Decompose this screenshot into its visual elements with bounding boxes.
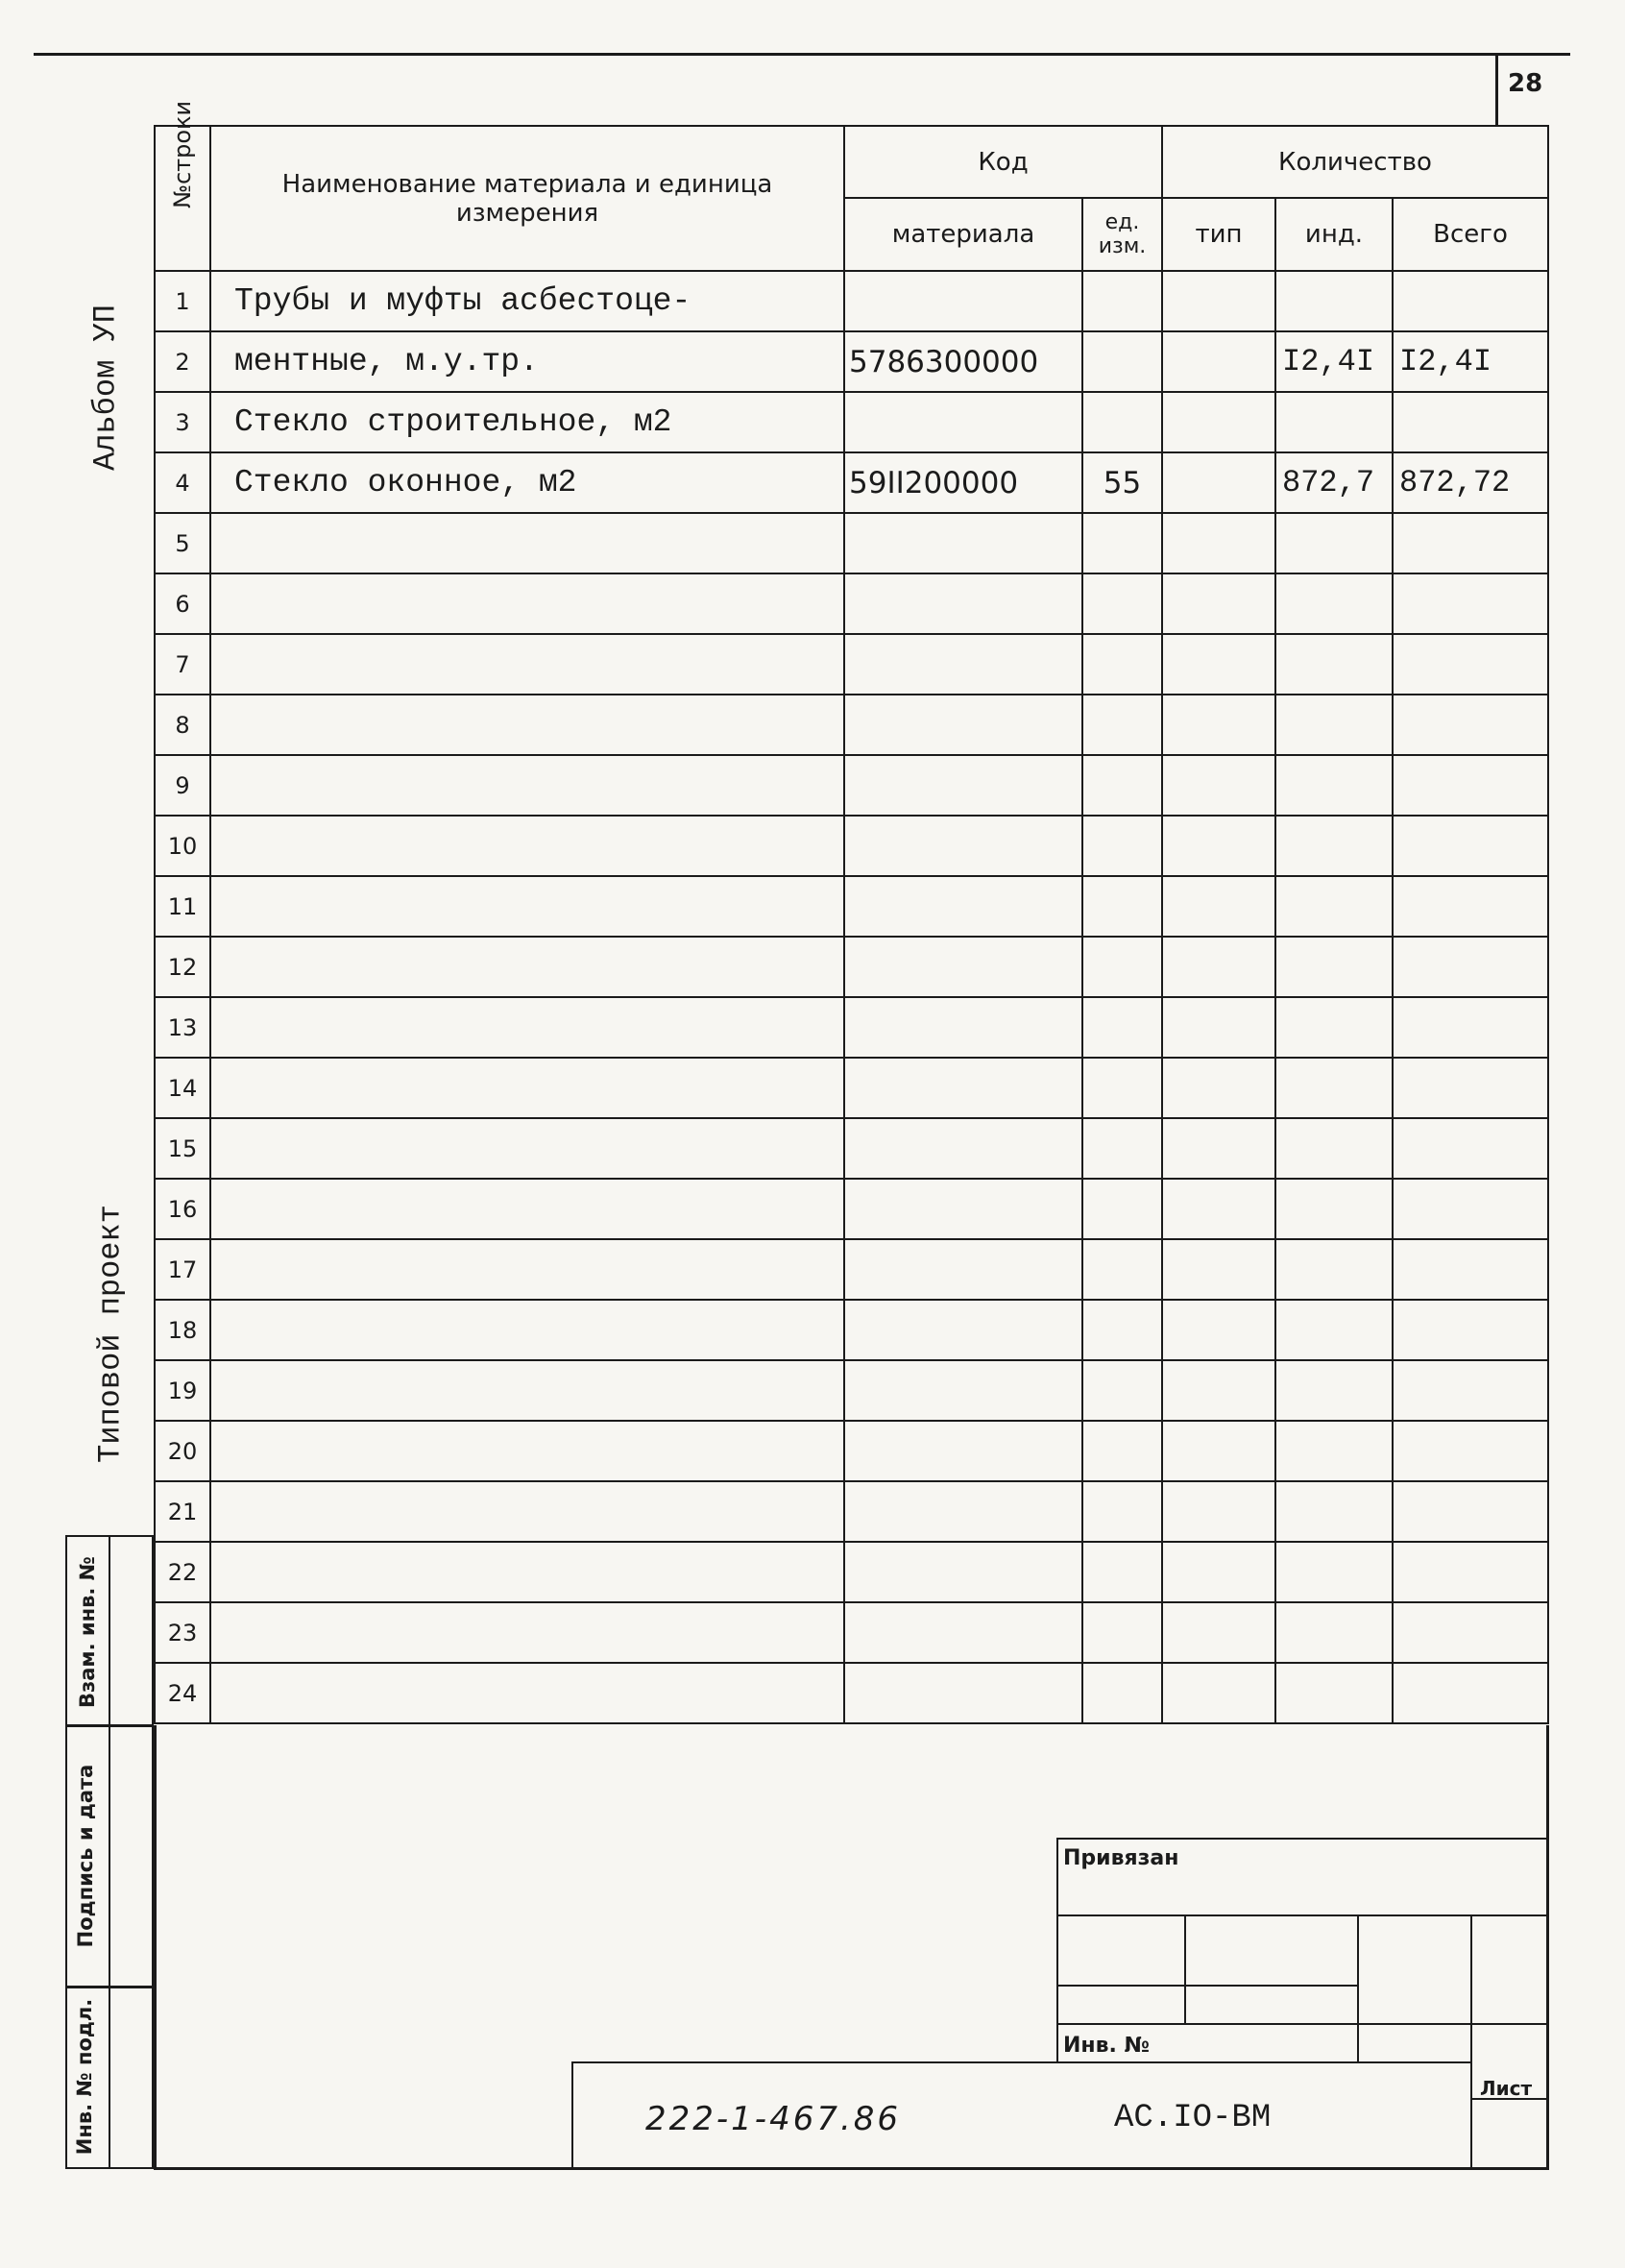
title-block-cell — [1184, 1985, 1359, 2025]
row-number-cell: 14 — [155, 1058, 210, 1118]
table-row — [155, 1542, 1548, 1602]
material-code-cell — [844, 1602, 1082, 1663]
quantity-ind-cell: 872,7 — [1275, 452, 1393, 513]
material-code-cell — [844, 634, 1082, 695]
quantity-ind-cell — [1275, 937, 1393, 997]
material-code-cell — [844, 1179, 1082, 1239]
title-block-cell — [1184, 1914, 1359, 1987]
material-code-cell — [844, 937, 1082, 997]
material-name-cell — [210, 755, 844, 816]
unit-code-cell — [1082, 392, 1162, 452]
quantity-type-cell — [1162, 634, 1275, 695]
title-block-list-value — [1470, 2098, 1549, 2170]
quantity-type-cell — [1162, 452, 1275, 513]
quantity-type-cell — [1162, 937, 1275, 997]
row-number-cell: 5 — [155, 513, 210, 573]
unit-code-cell — [1082, 573, 1162, 634]
table-row — [155, 573, 1548, 634]
frame-left-line — [154, 1725, 157, 2169]
quantity-total-cell — [1393, 1360, 1548, 1421]
table-row — [155, 1481, 1548, 1542]
quantity-total-cell — [1393, 1179, 1548, 1239]
table-row — [155, 1179, 1548, 1239]
quantity-ind-cell — [1275, 695, 1393, 755]
row-number-cell: 19 — [155, 1360, 210, 1421]
unit-code-cell — [1082, 1481, 1162, 1542]
title-block-cell — [1056, 1985, 1186, 2025]
quantity-type-cell — [1162, 755, 1275, 816]
material-code-cell — [844, 876, 1082, 937]
material-name-cell: Трубы и муфты асбестоце- — [210, 271, 844, 331]
quantity-type-cell — [1162, 1421, 1275, 1481]
quantity-type-cell — [1162, 392, 1275, 452]
material-code-cell — [844, 1239, 1082, 1300]
material-code-cell — [844, 1663, 1082, 1723]
quantity-total-cell — [1393, 573, 1548, 634]
header-code-material: материала — [844, 198, 1082, 271]
unit-code-cell — [1082, 1239, 1162, 1300]
quantity-total-cell — [1393, 876, 1548, 937]
unit-code-cell: 55 — [1082, 452, 1162, 513]
quantity-ind-cell — [1275, 1239, 1393, 1300]
quantity-type-cell — [1162, 1663, 1275, 1723]
quantity-total-cell — [1393, 513, 1548, 573]
title-block-cell — [1357, 2023, 1472, 2063]
table-row — [155, 271, 1548, 331]
row-number-cell: 13 — [155, 997, 210, 1058]
unit-code-cell — [1082, 1360, 1162, 1421]
project-caption: Типовой проект — [92, 1205, 129, 1463]
quantity-total-cell — [1393, 634, 1548, 695]
header-quantity-type: тип — [1162, 198, 1275, 271]
quantity-total-cell — [1393, 271, 1548, 331]
quantity-ind-cell — [1275, 876, 1393, 937]
quantity-ind-cell — [1275, 573, 1393, 634]
quantity-ind-cell — [1275, 1300, 1393, 1360]
quantity-total-cell — [1393, 997, 1548, 1058]
table-row — [155, 695, 1548, 755]
row-number-cell: 7 — [155, 634, 210, 695]
header-quantity-ind: инд. — [1275, 198, 1393, 271]
material-code-cell — [844, 997, 1082, 1058]
quantity-total-cell — [1393, 1542, 1548, 1602]
quantity-ind-cell — [1275, 1179, 1393, 1239]
album-caption: Альбом УП — [87, 305, 124, 471]
header-material-name — [210, 126, 844, 271]
row-number-cell: 17 — [155, 1239, 210, 1300]
material-code-cell — [844, 755, 1082, 816]
row-number-cell: 18 — [155, 1300, 210, 1360]
inv-no-label: Инв. № — [1063, 2034, 1151, 2058]
material-code-cell — [844, 1421, 1082, 1481]
material-name-cell — [210, 1058, 844, 1118]
quantity-total-cell — [1393, 755, 1548, 816]
quantity-total-cell — [1393, 1239, 1548, 1300]
table-row — [155, 513, 1548, 573]
quantity-total-cell — [1393, 816, 1548, 876]
material-name-cell — [210, 1239, 844, 1300]
unit-code-cell — [1082, 513, 1162, 573]
quantity-type-cell — [1162, 513, 1275, 573]
table-row — [155, 1602, 1548, 1663]
unit-code-cell — [1082, 1542, 1162, 1602]
quantity-ind-cell: I2,4I — [1275, 331, 1393, 392]
quantity-ind-cell — [1275, 1421, 1393, 1481]
quantity-total-cell — [1393, 1118, 1548, 1179]
material-code-cell: 59II200000 — [844, 452, 1082, 513]
table-row — [155, 937, 1548, 997]
unit-code-cell — [1082, 331, 1162, 392]
table-row — [155, 1663, 1548, 1723]
quantity-total-cell: I2,4I — [1393, 331, 1548, 392]
privyazan-label: Привязан — [1063, 1846, 1179, 1870]
stamp-divider — [109, 1535, 110, 2169]
material-code-cell — [844, 513, 1082, 573]
table-row — [155, 634, 1548, 695]
material-name-cell — [210, 1300, 844, 1360]
table-row — [155, 1058, 1548, 1118]
material-name-cell — [210, 937, 844, 997]
quantity-type-cell — [1162, 876, 1275, 937]
list-label: Лист — [1480, 2077, 1533, 2100]
row-number-cell: 1 — [155, 271, 210, 331]
table-row — [155, 1300, 1548, 1360]
row-number-cell: 4 — [155, 452, 210, 513]
quantity-type-cell — [1162, 816, 1275, 876]
row-number-cell: 2 — [155, 331, 210, 392]
quantity-type-cell — [1162, 271, 1275, 331]
material-name-cell — [210, 816, 844, 876]
header-row-number-label: №строки — [169, 100, 196, 208]
row-number-cell: 21 — [155, 1481, 210, 1542]
quantity-type-cell — [1162, 1481, 1275, 1542]
material-name-cell: Стекло строительное, м2 — [210, 392, 844, 452]
quantity-ind-cell — [1275, 755, 1393, 816]
row-number-cell: 16 — [155, 1179, 210, 1239]
quantity-type-cell — [1162, 1602, 1275, 1663]
table-row — [155, 1239, 1548, 1300]
document-code: АС.IO-BM — [1114, 2100, 1272, 2136]
quantity-ind-cell — [1275, 1663, 1393, 1723]
quantity-ind-cell — [1275, 997, 1393, 1058]
unit-code-cell — [1082, 937, 1162, 997]
title-block-cell — [1056, 1914, 1186, 1987]
quantity-ind-cell — [1275, 816, 1393, 876]
table-row — [155, 997, 1548, 1058]
unit-code-cell — [1082, 876, 1162, 937]
quantity-total-cell — [1393, 695, 1548, 755]
quantity-total-cell — [1393, 1300, 1548, 1360]
table-row — [155, 1421, 1548, 1481]
table-row — [155, 1360, 1548, 1421]
stamp-podpis-label: Подпись и дата — [74, 1764, 97, 1948]
unit-code-cell — [1082, 755, 1162, 816]
material-name-cell — [210, 695, 844, 755]
material-code-cell — [844, 1118, 1082, 1179]
materials-table — [154, 100, 1549, 1724]
header-row-number — [155, 100, 210, 271]
quantity-type-cell — [1162, 695, 1275, 755]
quantity-ind-cell — [1275, 1360, 1393, 1421]
table-row — [155, 876, 1548, 937]
quantity-total-cell: 872,72 — [1393, 452, 1548, 513]
quantity-ind-cell — [1275, 1602, 1393, 1663]
material-name-cell — [210, 1179, 844, 1239]
quantity-type-cell — [1162, 1300, 1275, 1360]
quantity-total-cell — [1393, 1602, 1548, 1663]
row-number-cell: 9 — [155, 755, 210, 816]
quantity-ind-cell — [1275, 1058, 1393, 1118]
quantity-ind-cell — [1275, 1542, 1393, 1602]
row-number-cell: 11 — [155, 876, 210, 937]
quantity-ind-cell — [1275, 392, 1393, 452]
unit-code-cell — [1082, 816, 1162, 876]
row-number-cell: 12 — [155, 937, 210, 997]
material-name-cell: ментные, м.у.тр. — [210, 331, 844, 392]
row-number-cell: 15 — [155, 1118, 210, 1179]
quantity-type-cell — [1162, 573, 1275, 634]
material-name-cell — [210, 1663, 844, 1723]
header-quantity-group: Количество — [1162, 126, 1548, 198]
title-block-cell — [1357, 1914, 1472, 2025]
quantity-ind-cell — [1275, 271, 1393, 331]
material-code-cell — [844, 1300, 1082, 1360]
quantity-ind-cell — [1275, 1481, 1393, 1542]
unit-code-cell — [1082, 1058, 1162, 1118]
table-row — [155, 755, 1548, 816]
material-code-cell — [844, 1481, 1082, 1542]
material-name-cell: Стекло оконное, м2 — [210, 452, 844, 513]
row-number-cell: 23 — [155, 1602, 210, 1663]
material-code-cell — [844, 573, 1082, 634]
material-code-cell — [844, 271, 1082, 331]
unit-code-cell — [1082, 1421, 1162, 1481]
quantity-ind-cell — [1275, 634, 1393, 695]
table-row — [155, 816, 1548, 876]
document-number: 222-1-467.86 — [645, 2100, 902, 2138]
unit-code-cell — [1082, 634, 1162, 695]
material-name-cell — [210, 1421, 844, 1481]
quantity-type-cell — [1162, 1179, 1275, 1239]
material-name-cell — [210, 513, 844, 573]
row-number-cell: 10 — [155, 816, 210, 876]
material-code-cell: 5786300000 — [844, 331, 1082, 392]
table-row — [155, 392, 1548, 452]
material-code-cell — [844, 695, 1082, 755]
quantity-type-cell — [1162, 1239, 1275, 1300]
header-quantity-total: Всего — [1393, 198, 1548, 271]
material-name-cell — [210, 634, 844, 695]
quantity-type-cell — [1162, 997, 1275, 1058]
quantity-ind-cell — [1275, 513, 1393, 573]
material-name-cell — [210, 1360, 844, 1421]
unit-code-cell — [1082, 1179, 1162, 1239]
material-name-cell — [210, 876, 844, 937]
unit-code-cell — [1082, 1663, 1162, 1723]
material-name-cell — [210, 573, 844, 634]
material-name-cell — [210, 1542, 844, 1602]
material-name-cell — [210, 1481, 844, 1542]
unit-code-cell — [1082, 1118, 1162, 1179]
material-name-cell — [210, 997, 844, 1058]
quantity-type-cell — [1162, 1542, 1275, 1602]
table-body — [155, 271, 1548, 1723]
quantity-ind-cell — [1275, 1118, 1393, 1179]
unit-code-cell — [1082, 271, 1162, 331]
quantity-total-cell — [1393, 1481, 1548, 1542]
row-number-cell: 20 — [155, 1421, 210, 1481]
table-row — [155, 452, 1548, 513]
stamp-inv-podl-label: Инв. № подл. — [73, 1998, 96, 2156]
header-code-unit: ед. изм. — [1082, 198, 1162, 271]
row-number-cell: 6 — [155, 573, 210, 634]
material-code-cell — [844, 1542, 1082, 1602]
material-name-cell — [210, 1118, 844, 1179]
quantity-total-cell — [1393, 392, 1548, 452]
unit-code-cell — [1082, 1300, 1162, 1360]
unit-code-cell — [1082, 997, 1162, 1058]
quantity-type-cell — [1162, 331, 1275, 392]
row-number-cell: 24 — [155, 1663, 210, 1723]
unit-code-cell — [1082, 695, 1162, 755]
table-row — [155, 331, 1548, 392]
stamp-vzam-inv-label: Взам. инв. № — [76, 1556, 99, 1708]
top-border-line — [34, 53, 1570, 56]
material-name-cell — [210, 1602, 844, 1663]
title-block-cell — [1470, 1914, 1549, 2025]
header-material-name-label: Наименование материала и единица измерения — [281, 169, 773, 228]
quantity-total-cell — [1393, 1058, 1548, 1118]
header-code-group: Код — [844, 126, 1162, 198]
table-row — [155, 1118, 1548, 1179]
quantity-total-cell — [1393, 1663, 1548, 1723]
material-code-cell — [844, 392, 1082, 452]
quantity-type-cell — [1162, 1360, 1275, 1421]
quantity-type-cell — [1162, 1058, 1275, 1118]
material-code-cell — [844, 1058, 1082, 1118]
quantity-total-cell — [1393, 937, 1548, 997]
quantity-total-cell — [1393, 1421, 1548, 1481]
material-code-cell — [844, 1360, 1082, 1421]
quantity-type-cell — [1162, 1118, 1275, 1179]
page-number: 28 — [1508, 69, 1543, 98]
material-code-cell — [844, 816, 1082, 876]
row-number-cell: 22 — [155, 1542, 210, 1602]
row-number-cell: 8 — [155, 695, 210, 755]
unit-code-cell — [1082, 1602, 1162, 1663]
page-number-divider — [1495, 55, 1498, 127]
row-number-cell: 3 — [155, 392, 210, 452]
